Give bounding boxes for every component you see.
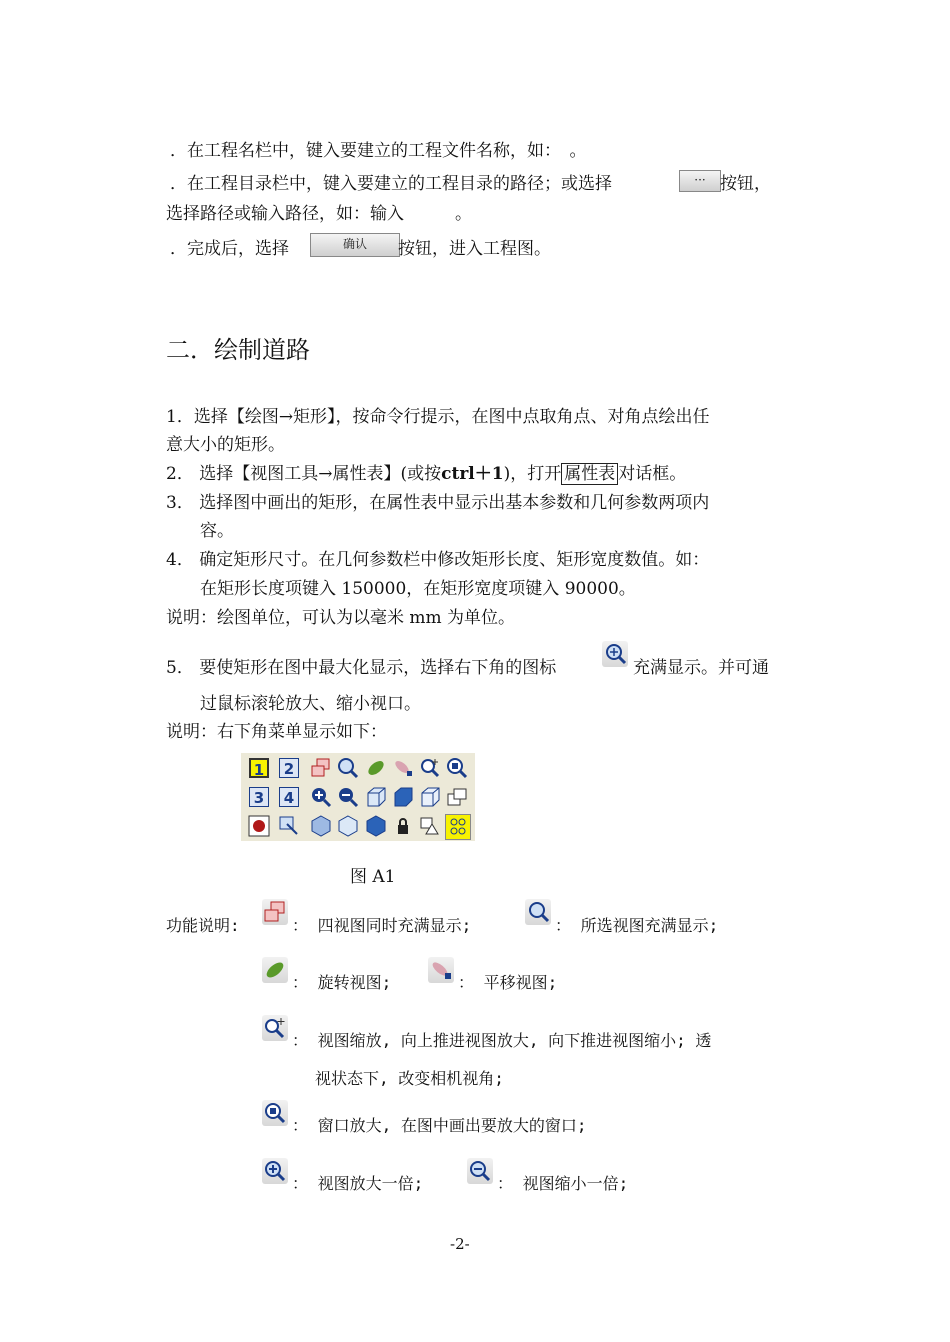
- function-pan: ： 平移视图;: [458, 973, 558, 992]
- cube-top-icon[interactable]: [418, 785, 442, 809]
- item-2-mid: )，打开: [503, 464, 562, 484]
- note-units: 说明：绘图单位，可认为以毫米 mm 为单位。: [166, 608, 516, 628]
- pan-icon: [428, 957, 454, 983]
- function-zoom-line2: 视状态下, 改变相机视角;: [315, 1069, 504, 1088]
- step-done-tail: 按钮，进入工程图。: [398, 239, 551, 259]
- viewport-4-label: 4: [279, 787, 299, 807]
- zoom-window-icon: [262, 1100, 288, 1126]
- item-1-line1: 1．选择【绘图→矩形】，按命令行提示，在图中点取角点、对角点绘出任: [166, 407, 710, 427]
- item-2: [166, 462, 686, 486]
- page-number: -2-: [450, 1235, 470, 1253]
- iso-view-1-icon[interactable]: [309, 814, 333, 838]
- step-project-dir-cont: 选择路径或输入路径，如：输入 。: [166, 204, 472, 224]
- zoom-out-icon: [467, 1158, 493, 1184]
- function-zoom-out: ： 视图缩小一倍;: [497, 1174, 629, 1193]
- item-4-line2: 在矩形长度项键入 150000，在矩形宽度项键入 90000。: [200, 579, 636, 599]
- viewport-2-button[interactable]: [277, 756, 301, 780]
- function-selected-view: ： 所选视图充满显示;: [555, 916, 719, 935]
- window-select-icon[interactable]: [277, 814, 301, 838]
- item-2-tail: 对话框。: [618, 464, 687, 484]
- viewport-1-label: 1: [249, 758, 269, 778]
- step-project-dir: ．在工程目录栏中，键入要建立的工程目录的路径；或选择: [170, 174, 612, 194]
- shapes-icon[interactable]: [418, 814, 442, 838]
- viewport-4-button[interactable]: [277, 785, 301, 809]
- item-5-line2: 过鼠标滚轮放大、缩小视口。: [200, 694, 421, 714]
- zoom-in-icon: [262, 1158, 288, 1184]
- function-zoom-window: ： 窗口放大, 在图中画出要放大的窗口;: [292, 1116, 587, 1135]
- item-5-line1: 5． 要使矩形在图中最大化显示，选择右下角的图标: [166, 658, 557, 678]
- rotate-icon[interactable]: [364, 756, 388, 780]
- step-project-name: ．在工程名栏中，键入要建立的工程文件名称，如： 。: [170, 141, 587, 161]
- record-icon[interactable]: [247, 814, 271, 838]
- function-rotate: ： 旋转视图;: [292, 973, 392, 992]
- confirm-button[interactable]: 确认: [310, 233, 400, 257]
- function-zoom-in: ： 视图放大一倍;: [292, 1174, 424, 1193]
- zoom-realtime-icon[interactable]: [418, 756, 442, 780]
- zoom-extents-toolbar-icon[interactable]: [336, 756, 360, 780]
- item-4-line1: 4． 确定矩形尺寸。在几何参数栏中修改矩形长度、矩形宽度数值。如：: [166, 550, 710, 570]
- viewport-1-button[interactable]: [247, 756, 271, 780]
- figure-caption: 图 A1: [350, 867, 396, 887]
- view-toolbar: [241, 753, 475, 841]
- four-view-fill-icon[interactable]: [309, 756, 333, 780]
- item-2-text: 2． 选择【视图工具→属性表】(或按: [166, 464, 442, 484]
- cube-front-icon[interactable]: [364, 785, 388, 809]
- viewport-3-label: 3: [249, 787, 269, 807]
- browse-button[interactable]: ···: [679, 170, 721, 192]
- iso-view-3-icon[interactable]: [364, 814, 388, 838]
- lock-icon[interactable]: [391, 814, 415, 838]
- step-done: ．完成后，选择: [170, 239, 289, 259]
- zoom-out-toolbar-icon[interactable]: [336, 785, 360, 809]
- item-3-line2: 容。: [200, 521, 234, 541]
- shortcut-key: ctrl＋1: [441, 464, 504, 484]
- function-four-view: ： 四视图同时充满显示;: [292, 916, 472, 935]
- viewport-2-label: 2: [279, 758, 299, 778]
- item-3-line1: 3． 选择图中画出的矩形，在属性表中显示出基本参数和几何参数两项内: [166, 493, 710, 513]
- step-project-dir-tail: 按钮，: [720, 174, 771, 194]
- snap-points-icon[interactable]: [445, 814, 471, 840]
- zoom-realtime-icon: [262, 1015, 288, 1041]
- zoom-window-icon[interactable]: [445, 756, 469, 780]
- iso-view-2-icon[interactable]: [336, 814, 360, 838]
- note-menu: 说明：右下角菜单显示如下：: [166, 722, 387, 742]
- pan-icon[interactable]: [391, 756, 415, 780]
- zoom-extents-icon: [525, 899, 551, 925]
- zoom-in-toolbar-icon[interactable]: [309, 785, 333, 809]
- viewport-3-button[interactable]: [247, 785, 271, 809]
- cube-side-icon[interactable]: [391, 785, 415, 809]
- functions-label: 功能说明:: [166, 916, 240, 935]
- property-table-label: 属性表: [561, 463, 618, 485]
- rotate-icon: [262, 957, 288, 983]
- zoom-extents-icon: [602, 641, 628, 667]
- function-zoom-line1: ： 视图缩放, 向上推进视图放大, 向下推进视图缩小; 透: [292, 1031, 712, 1050]
- four-view-fill-icon: [262, 899, 288, 925]
- section-title: 二．绘制道路: [166, 336, 310, 364]
- view-frame-icon[interactable]: [445, 785, 469, 809]
- item-5-line1-tail: 充满显示。并可通: [633, 658, 769, 678]
- item-1-line2: 意大小的矩形。: [166, 435, 285, 455]
